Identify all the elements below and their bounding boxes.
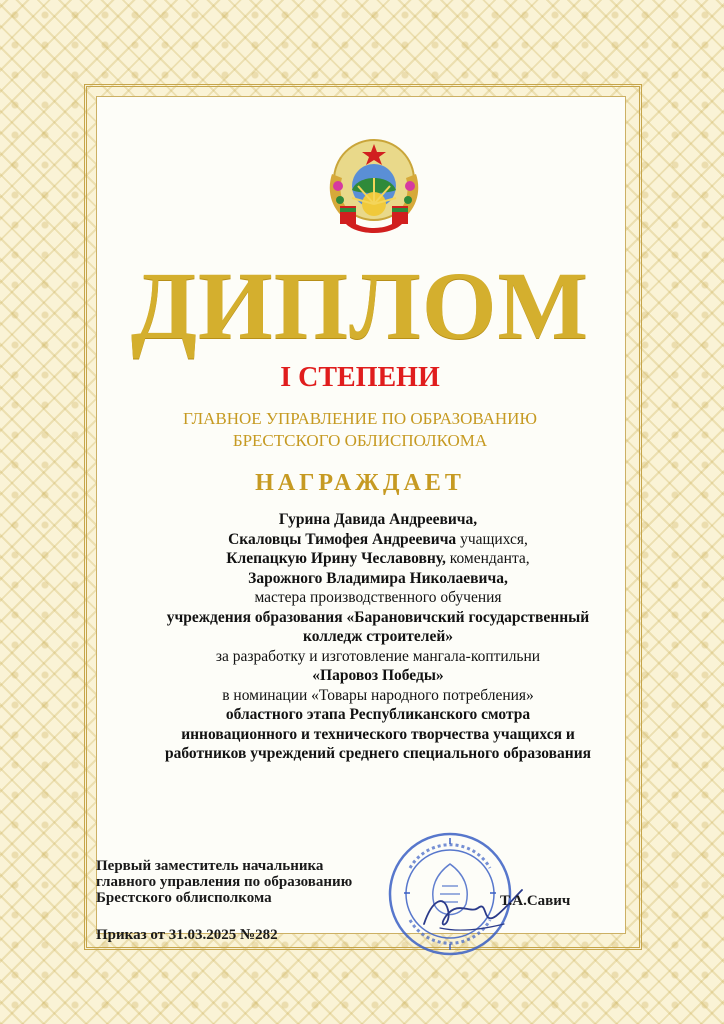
text-line: в номинации «Товары народного потребления» (222, 686, 534, 704)
authority-line: БРЕСТСКОГО ОБЛИСПОЛКОМА (232, 431, 488, 450)
awardee-line (104, 549, 652, 569)
institution-line: колледж строителей» (302, 628, 454, 645)
text-line: за разработку и изготовление мангала-коптильни (215, 647, 541, 665)
state-emblem-icon (318, 128, 430, 236)
signer-title-line: Брестского облисполкома (96, 890, 272, 906)
text-line: инновационного и технического творчества учащихся и (181, 725, 575, 743)
text-line: мастера производственного обучения (254, 589, 502, 606)
awardee-role: коменданта, (445, 550, 530, 567)
institution-line: учреждения образования «Барановичский государственный (166, 608, 590, 626)
diploma-title: ДИПЛОМ (130, 252, 590, 359)
diploma-degree: I СТЕПЕНИ (280, 362, 440, 393)
signer-title-line: главного управления по образованию (96, 874, 353, 890)
awardee-role: учащихся, (456, 530, 528, 548)
signer-name: Т.А.Савич (500, 893, 571, 909)
signer-title-line: Первый заместитель начальника (96, 858, 324, 874)
awardee-line: Гурина Давида Андреевича, (278, 511, 478, 528)
signer-title (96, 858, 416, 906)
awardee-name: Клепацкую Ирину Чеславовну, (226, 550, 446, 567)
awardee-line (104, 530, 652, 550)
awardee-name: Скаловцы Тимофея Андреевича (228, 530, 457, 548)
authority-line: ГЛАВНОЕ УПРАВЛЕНИЕ ПО ОБРАЗОВАНИЮ (183, 409, 537, 428)
award-text (104, 510, 652, 764)
issuing-authority (110, 408, 610, 452)
project-name: «Паровоз Победы» (312, 667, 444, 684)
order-reference: Приказ от 31.03.2025 №282 (96, 927, 278, 943)
awardee-line: Зарожного Владимира Николаевича, (248, 569, 508, 587)
text-line: областного этапа Республиканского смотра (225, 706, 531, 723)
awards-heading: НАГРАЖДАЕТ (255, 470, 465, 496)
signature-icon (418, 880, 528, 940)
text-line: работников учреждений среднего специального образования (164, 745, 592, 762)
